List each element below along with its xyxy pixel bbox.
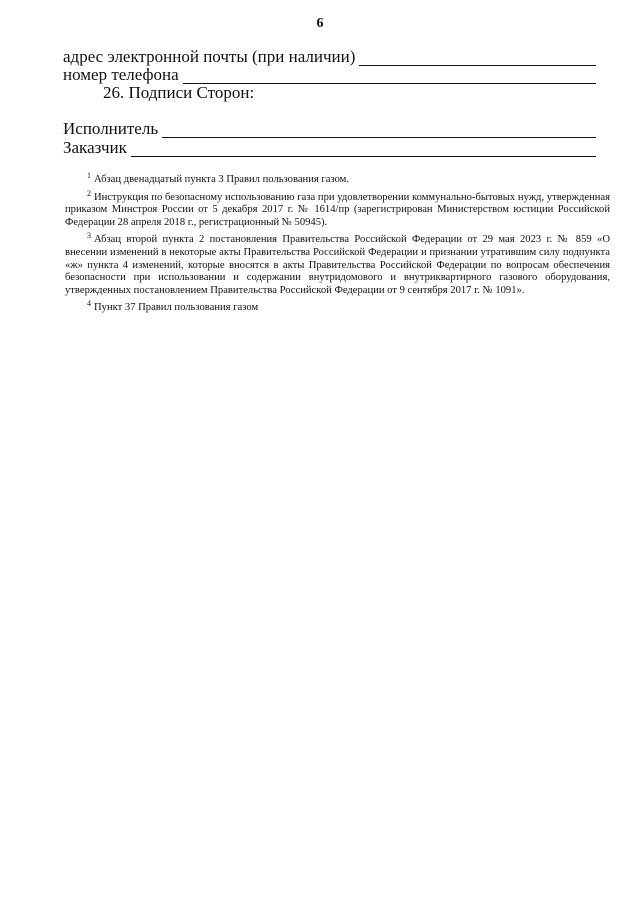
footnote-text: Пункт 37 Правил пользования газом: [94, 302, 259, 314]
email-field-line: [63, 48, 596, 66]
customer-blank: [131, 142, 596, 157]
footnote-text: Инструкция по безопасному использованию газа при удовлетворении коммунально-бытовых нужд, утвержденная приказом Минстроя России от 5 декабря 2017 г. № 1614/пр (зарегистрирован Министерством юстиции Российской Федерации 28 апреля 2018 г., регистрационный № 50945).: [65, 191, 610, 228]
footnote-number: 4: [87, 299, 91, 309]
phone-field-line: [63, 66, 596, 84]
executor-signature-line: [63, 120, 596, 138]
executor-blank: [162, 123, 596, 138]
customer-signature-line: [63, 139, 596, 157]
footnote: [65, 298, 610, 315]
customer-label: Заказчик: [63, 138, 127, 157]
phone-label: номер телефона: [63, 65, 179, 84]
footnote-number: 1: [87, 171, 91, 180]
footnote-text: Абзац двенадцатый пункта 3 Правил пользования газом.: [94, 174, 350, 185]
footnotes: [65, 170, 610, 316]
footnote-text: Абзац второй пункта 2 постановления Правительства Российской Федерации от 29 мая 2023 г. № 859 «О внесении изменений в некоторые акты Правительства Российской Федерации и признании утратившим силу подпункта «ж» пункта 4 изменений, которые вносятся в акты Правительства Российской Федерации по вопросам обеспечения безопасности при использовании и содержании внутридомового и внутриквартирного газового оборудования, утвержденных постановлением Правительства Российской Федерации от 9 сентября 2017 г. № 1091».: [65, 234, 610, 296]
phone-blank: [183, 69, 596, 84]
section-title: 26. Подписи Сторон:: [103, 83, 255, 102]
footnote-number: 2: [87, 188, 91, 198]
footnote-number: 3: [87, 231, 91, 241]
footnote: [65, 230, 610, 297]
footnote: [65, 188, 610, 230]
page-number: 6: [316, 16, 324, 31]
email-label: адрес электронной почты (при наличии): [63, 47, 356, 66]
executor-label: Исполнитель: [63, 119, 159, 138]
footnote: [65, 170, 610, 187]
email-blank: [359, 51, 596, 66]
